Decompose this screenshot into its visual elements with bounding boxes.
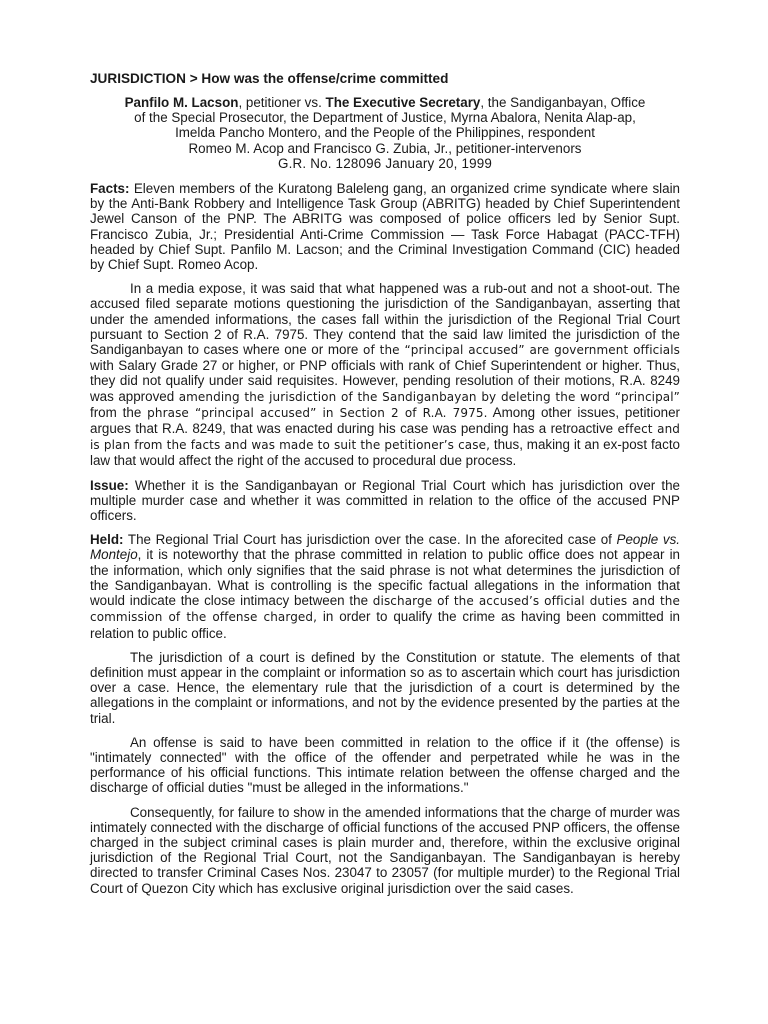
held-label: Held: — [90, 532, 124, 548]
petitioner-suffix: , petitioner vs. — [238, 95, 326, 110]
expose-paragraph — [90, 281, 680, 468]
caption-line-2: of the Special Prosecutor, the Department of Justice, Myrna Abalora, Nenita Alap-ap, — [134, 110, 636, 126]
issue-label: Issue: — [90, 477, 129, 493]
petitioner-name: Panfilo M. Lacson — [124, 95, 239, 110]
issue-text: Whether it is the Sandiganbayan or Regional Trial Court which has jurisdiction over the multiple murder case and whether it was committed in relation to the office of the accused PNP officers. — [90, 477, 680, 524]
held-scan: discharge of the accused’s official duties and the commission of the offense charged, — [90, 594, 680, 625]
held-paragraph — [90, 532, 680, 640]
section-heading: JURISDICTION > How was the offense/crime committed — [90, 71, 449, 86]
respondent-name: The Executive Secretary — [325, 95, 481, 110]
facts-text: Eleven members of the Kuratong Baleleng gang, an organized crime syndicate where slain by the Anti-Bank Robbery and Intelligence Task Group (ABRITG) headed by Chief Superintendent Jewel Canson of the PNP. The ABRITG was composed of police officers led by Senior Supt. Francisco Zubia, Jr.; Presidential Anti-Crime Commission — Task Force Habagat (PACC-TFH) headed by Chief Supt. Panfilo M. Lacson; and the Criminal Investigation Command (CIC) headed by Chief Supt. Romeo Acop. — [90, 181, 680, 273]
expose-text-4: Among other issues, petitioner argues that R.A. 8249, that was enacted during his case was pending has a retroactive — [90, 404, 680, 437]
case-caption — [90, 95, 680, 171]
caption-line-3: Imelda Pancho Montero, and the People of the Philippines, respondent — [175, 125, 595, 141]
expose-text-5: thus, making it an ex-post facto law that would affect the right of the accused to procedural due process. — [90, 437, 680, 469]
held-text-3: in order to qualify the crime as having been committed in relation to public office. — [90, 609, 680, 641]
held-text-2: , it is noteworthy that the phrase committed in relation to public office does not appear in the information, which only signifies that the said phrase is not what determines the jurisdiction of the Sandiganbayan. What is controlling is the specific factual allegations in the information that would indicate the close intimacy between the — [90, 547, 680, 609]
conclusion-paragraph: Consequently, for failure to show in the amended informations that the charge of murder was intimately connected with the discharge of official functions of the accused PNP officers, the offense charged in the subject criminal cases is plain murder and, therefore, within the exclusive original jurisdiction of the Regional Trial Court, not the Sandiganbayan. The Sandiganbayan is hereby directed to transfer Criminal Cases Nos. 23047 to 23057 (for multiple murder) to the Regional Trial Court of Quezon City which has exclusive original jurisdiction over the said cases. — [90, 804, 680, 896]
cited-case-name: People vs. Montejo — [90, 532, 680, 563]
facts-label: Facts: — [90, 181, 130, 197]
case-number-date: G.R. No. 128096 January 20, 1999 — [277, 155, 493, 171]
caption-line-1-rest: , the Sandiganbayan, Office — [480, 95, 646, 110]
expose-scan-1: of the “principal accused” are government officials — [363, 343, 680, 358]
expose-scan-2: amending the jurisdiction of the Sandiganbayan by deleting the word “principal” — [178, 389, 680, 404]
issue-paragraph — [90, 478, 680, 524]
expose-text-2: with Salary Grade 27 or higher, or PNP officials with rank of Chief Superintendent or higher. Thus, they did not qualify under said requisites. However, pending resolution of their motions, R.A. 8249 was approved — [90, 358, 680, 404]
held-text-1: The Regional Trial Court has jurisdiction over the case. In the aforecited case of — [123, 532, 617, 548]
expose-scan-3: phrase “principal accused” in Section 2 of R.A. 7975. — [147, 405, 488, 420]
caption-line-1 — [90, 95, 680, 110]
facts-paragraph — [90, 181, 680, 272]
expose-text-3: from the — [90, 404, 148, 420]
offense-paragraph: An offense is said to have been committed in relation to the office if it (the offense) is "intimately connected" with the office of the offender and perpetrated while he was in the performance of his official functions. This intimate relation between the offense charged and the discharge of official duties "must be alleged in the informations." — [90, 734, 680, 796]
definition-paragraph: The jurisdiction of a court is defined by the Constitution or statute. The elements of that definition must appear in the complaint or information so as to ascertain which court has jurisdiction over a case. Hence, the elementary rule that the jurisdiction of a court is determined by the allegations in the complaint or informations, and not by the evidence presented by the parties at the trial. — [90, 649, 680, 726]
caption-line-4: Romeo M. Acop and Francisco G. Zubia, Jr., petitioner-intervenors — [188, 140, 582, 156]
expose-text-1: In a media expose, it was said that what happened was a rub-out and not a shoot-out. The accused filed separate motions questioning the jurisdiction of the Sandiganbayan, asserting that under the amended informations, the cases fall within the jurisdiction of the Regional Trial Court pursuant to Section 2 of R.A. 7975. They contend that the said law limited the jurisdiction of the Sandiganbayan to cases where one or more — [90, 281, 680, 358]
expose-scan-4: effect and is plan from the facts and was made to suit the petitioner’s case, — [90, 422, 680, 453]
